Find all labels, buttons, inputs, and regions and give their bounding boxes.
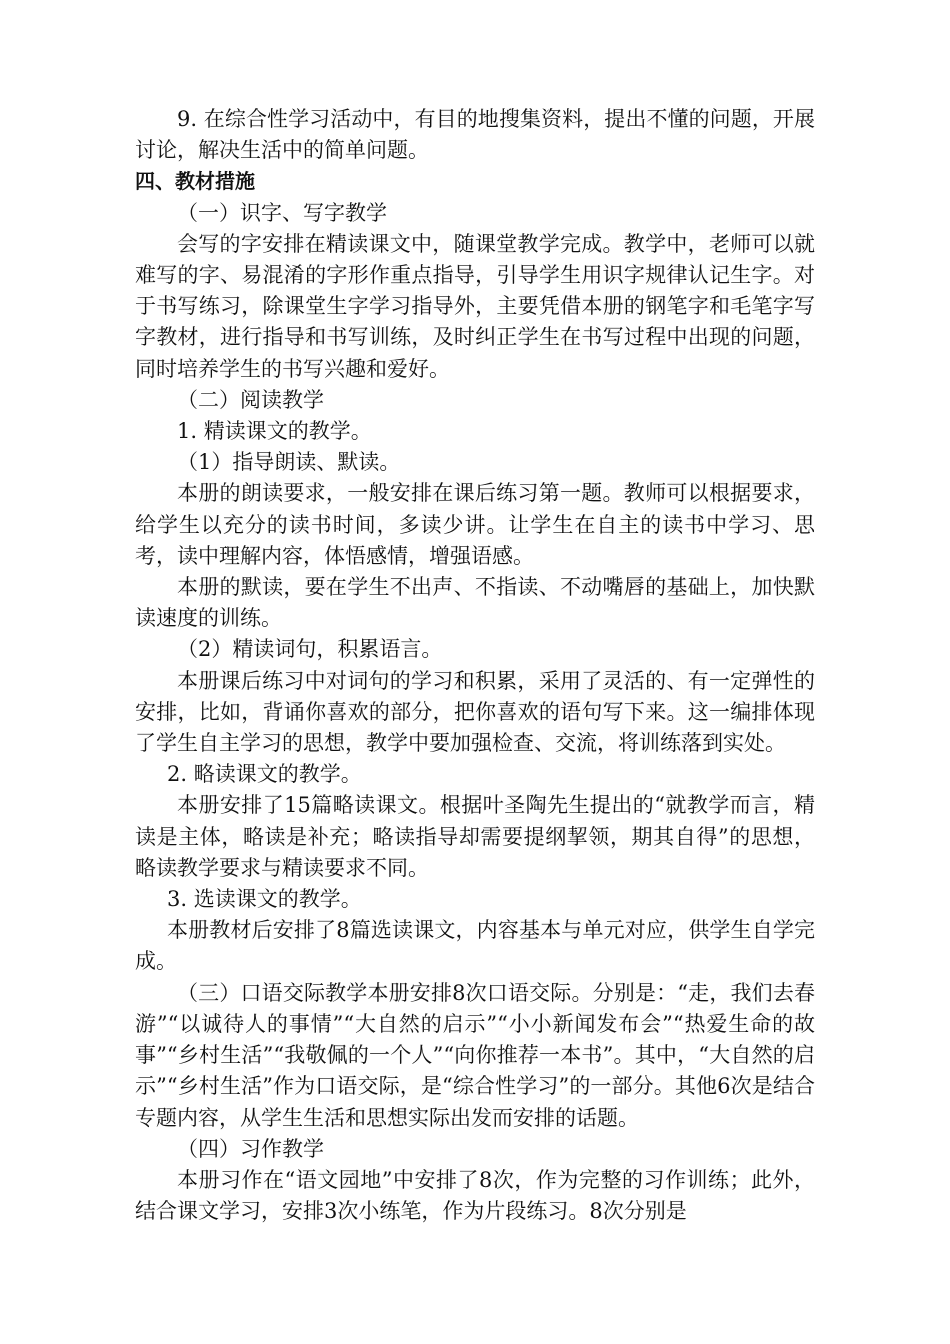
subheading-reading: （二）阅读教学 [177,387,324,412]
paragraph-oral-communication: （三）口语交际教学本册安排8次口语交际。分别是：“走，我们去春游”“以诚待人的事情”“大自然的启示”“小小新闻发布会”“热爱生命的故事”“乡村生活”“我敬佩的一个人”“向你推荐一本书”。其中，“大自然的启示”“乡村生活”作为口语交际，是“综合性学习”的一部分。其他6次是结合专题内容，从学生生活和思想实际出发而安排的话题。 [135,980,815,1130]
item-words-sentences: （2）精读词句，积累语言。 [177,637,443,662]
item-reading-aloud-silent: （1）指导朗读、默读。 [177,450,401,475]
paragraph-elective-reading: 本册教材后安排了8篇选读课文，内容基本与单元对应，供学生自学完成。 [135,918,815,974]
section-heading-teaching-measures: 四、教材措施 [135,169,255,194]
item-intensive-reading: 1. 精读课文的教学。 [177,419,372,444]
paragraph-reading-aloud: 本册的朗读要求，一般安排在课后练习第一题。教师可以根据要求，给学生以充分的读书时间，多读少讲。让学生在自主的读书中学习、思考，读中理解内容，体悟感情，增强语感。 [135,481,815,568]
subheading-composition: （四）习作教学 [177,1136,324,1161]
item-elective-reading: 3. 选读课文的教学。 [167,887,362,912]
document-body [135,104,815,1227]
subheading-literacy-writing: （一）识字、写字教学 [177,200,387,225]
paragraph-words-sentences: 本册课后练习中对词句的学习和积累，采用了灵活的、有一定弹性的安排，比如，背诵你喜欢的部分，把你喜欢的语句写下来。这一编排体现了学生自主学习的思想，教学中要加强检查、交流，将训练落到实处。 [135,668,815,756]
paragraph-literacy-writing: 会写的字安排在精读课文中，随课堂教学完成。教学中，老师可以就难写的字、易混淆的字形作重点指导，引导学生用识字规律认记生字。对于书写练习，除课堂生字学习指导外，主要凭借本册的钢笔字和毛笔字写字教材，进行指导和书写训练，及时纠正学生在书写过程中出现的问题，同时培养学生的书写兴趣和爱好。 [135,231,815,381]
paragraph-objective-9: 9. 在综合性学习活动中，有目的地搜集资料，提出不懂的问题，开展讨论，解决生活中的简单问题。 [135,107,815,163]
item-skim-reading: 2. 略读课文的教学。 [167,762,362,787]
paragraph-silent-reading: 本册的默读，要在学生不出声、不指读、不动嘴唇的基础上，加快默读速度的训练。 [135,575,815,631]
paragraph-skim-reading: 本册安排了15篇略读课文。根据叶圣陶先生提出的“就教学而言，精读是主体，略读是补充；略读指导却需要提纲挈领，期其自得”的思想，略读教学要求与精读要求不同。 [135,793,815,880]
paragraph-composition: 本册习作在“语文园地”中安排了8次，作为完整的习作训练；此外，结合课文学习，安排3次小练笔，作为片段练习。8次分别是 [135,1167,815,1224]
